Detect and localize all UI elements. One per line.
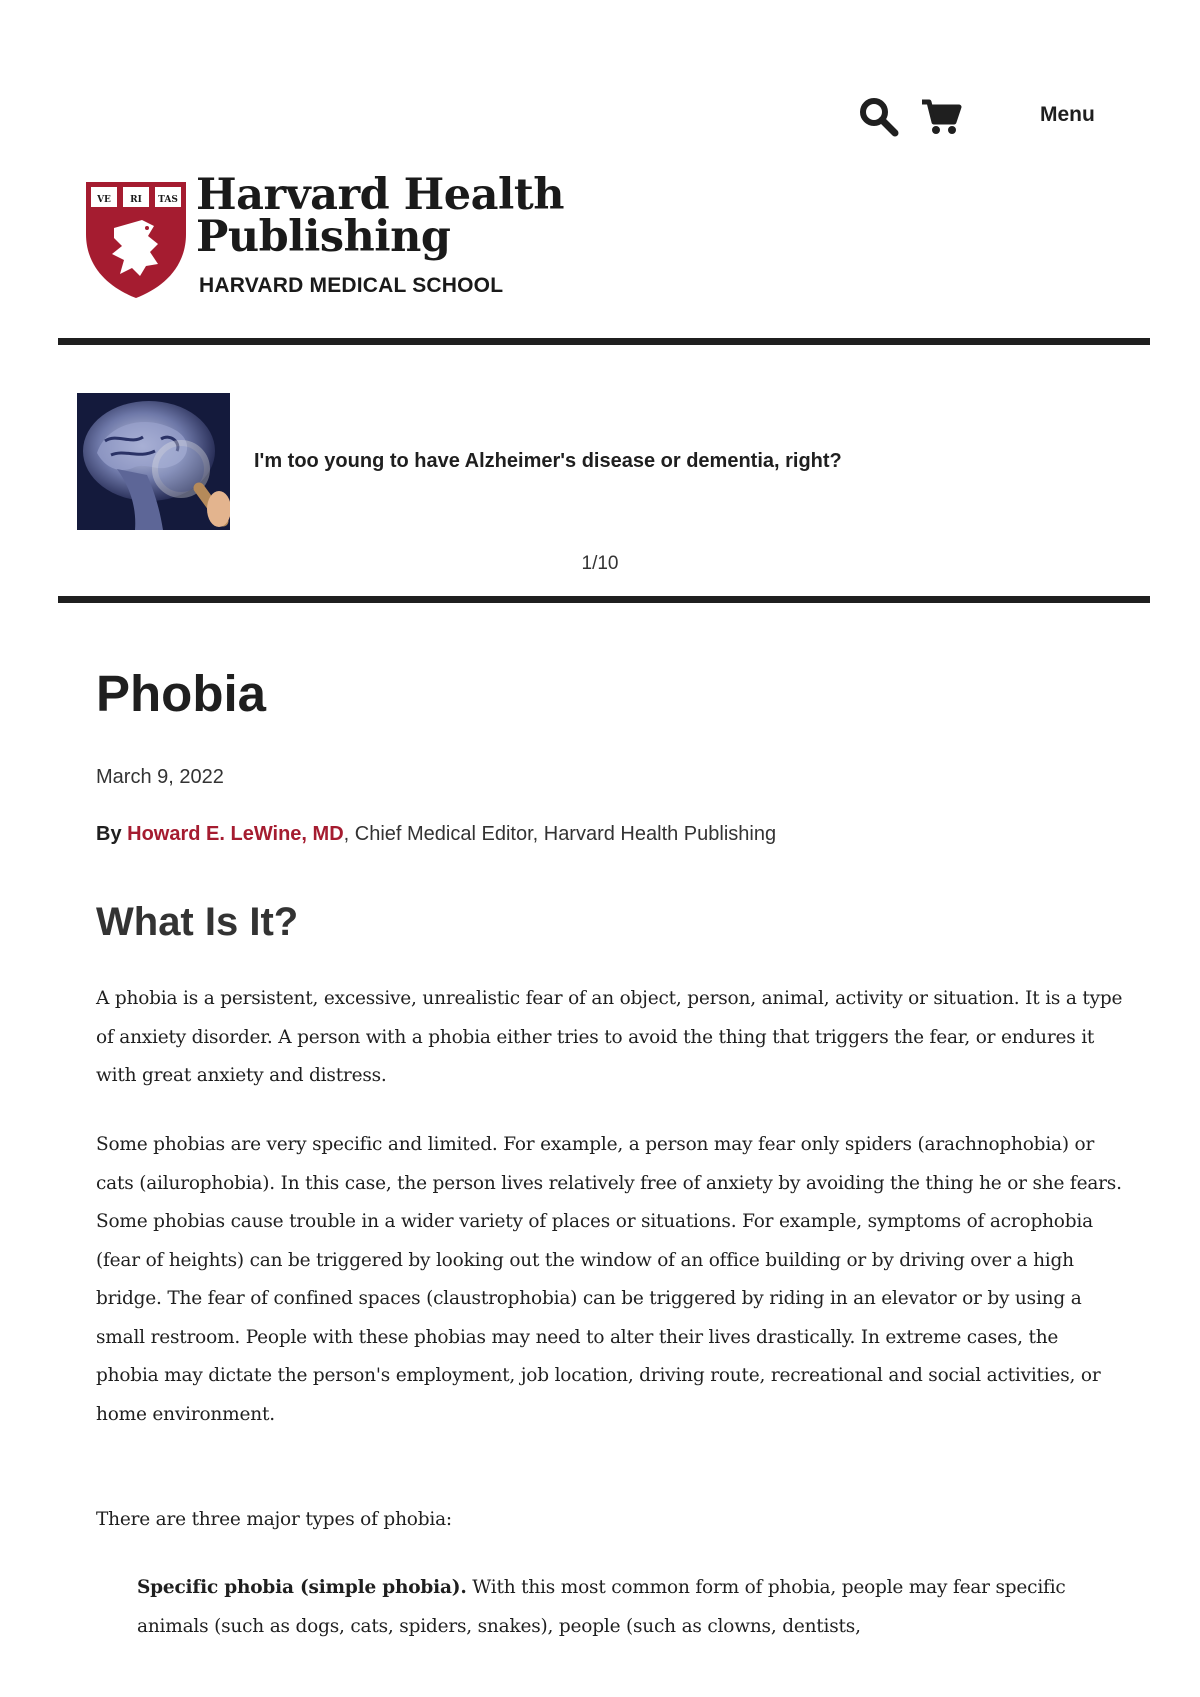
logo-name-line1: Harvard Health <box>196 170 564 220</box>
author-role: , Chief Medical Editor, Harvard Health Publishing <box>343 823 777 845</box>
list-item <box>137 1569 1127 1646</box>
site-logo[interactable] <box>84 170 564 302</box>
list-item-term: Specific phobia (simple phobia). <box>137 1577 467 1598</box>
carousel-counter: 1/10 <box>581 553 619 574</box>
divider-top <box>58 338 1150 345</box>
cart-icon[interactable] <box>920 98 962 136</box>
section-heading: What Is It? <box>96 900 299 944</box>
paragraph-2: Some phobias are very specific and limited. For example, a person may fear only spiders (arachnophobia) or cats (ailurophobia). In this case, the person lives relatively free of anxiety by avoiding the thing he or she fears. Some phobias cause trouble in a wider variety of places or situations. For example, symptoms of acrophobia (fear of heights) can be triggered by looking out the window of an office building or by driving over a high bridge. The fear of confined spaces (claustrophobia) can be triggered by riding in an elevator or by using a small restroom. People with these phobias may need to alter their lives drastically. In extreme cases, the phobia may dictate the person's employment, job location, driving route, recreational and social activities, or home environment. <box>96 1134 1122 1425</box>
paragraph-3: There are three major types of phobia: <box>96 1509 452 1530</box>
carousel-thumbnail[interactable] <box>77 393 230 530</box>
byline-prefix: By <box>96 823 122 845</box>
logo-name-line2: Publishing <box>196 212 451 262</box>
paragraph-1: A phobia is a persistent, excessive, unrealistic fear of an object, person, animal, activity or situation. It is a type of anxiety disorder. A person with a phobia either tries to avoid the thing that triggers the fear, or endures it with great anxiety and distress. <box>96 988 1123 1086</box>
logo-school: HARVARD MEDICAL SCHOOL <box>199 274 504 297</box>
shield-text-1: VE <box>97 195 111 205</box>
divider-bottom <box>58 596 1150 603</box>
menu-button[interactable]: Menu <box>1040 103 1095 126</box>
shield-text-2: RI <box>130 195 142 205</box>
logo-name <box>196 170 564 262</box>
author-link[interactable]: Howard E. LeWine, MD <box>127 823 344 845</box>
shield-text-3: TAS <box>158 195 178 205</box>
carousel-article-link[interactable]: I'm too young to have Alzheimer's disease or dementia, right? <box>254 450 842 472</box>
list-item-text: With this most common form of phobia, people may fear specific animals (such as dogs, cats, spiders, snakes), people (such as clowns, dentists, <box>137 1577 1066 1637</box>
harvard-shield-icon <box>84 180 188 300</box>
byline <box>96 823 776 846</box>
article-date: March 9, 2022 <box>96 766 224 788</box>
search-icon[interactable] <box>858 96 900 138</box>
page-title: Phobia <box>96 665 267 722</box>
